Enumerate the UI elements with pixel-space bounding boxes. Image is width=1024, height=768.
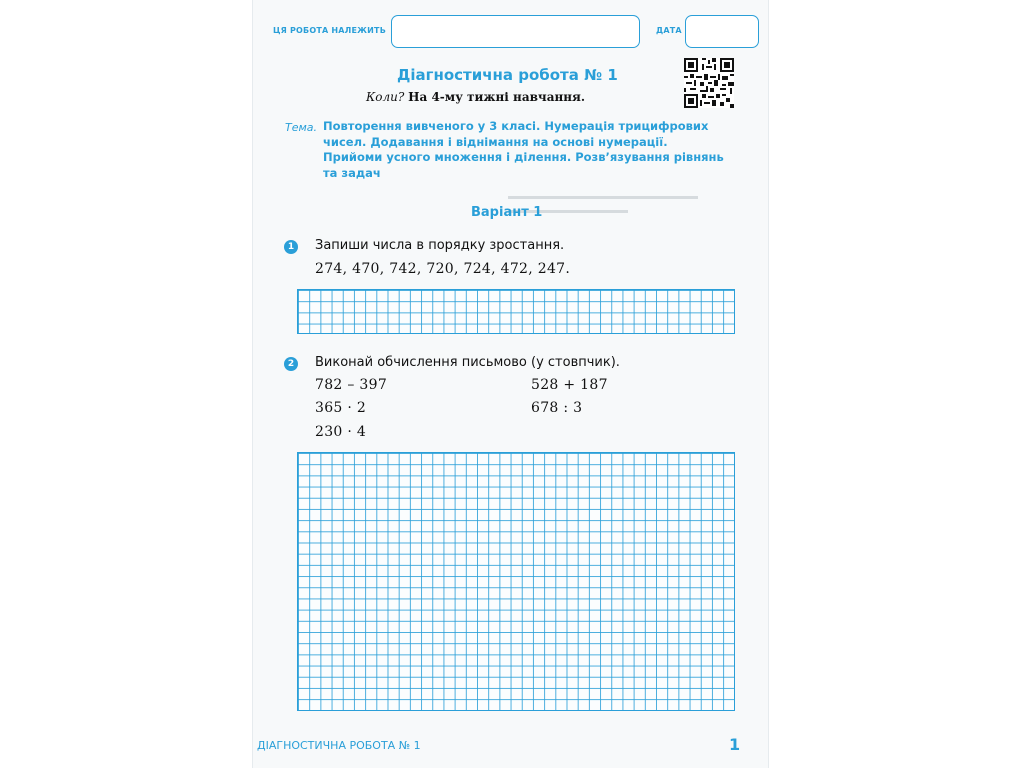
qr-code-icon: [684, 58, 734, 108]
page-title: Діагностична робота № 1: [397, 66, 618, 84]
theme-line: Повторення вивченого у 3 класі. Нумерація трицифрових: [323, 119, 709, 133]
when-label: Коли?: [366, 90, 405, 104]
theme-line: чисел. Додавання і віднімання на основі нумерації.: [323, 134, 668, 149]
task-1-text: Запиши числа в порядку зростання.: [315, 238, 565, 253]
expression: 678 : 3: [531, 400, 583, 416]
task-1-numbers: 274, 470, 742, 720, 724, 472, 247.: [315, 261, 571, 277]
answer-grid-task-2[interactable]: [297, 452, 735, 711]
theme-text: [323, 119, 753, 181]
when-text: На 4-му тижні навчання.: [408, 90, 586, 104]
task-2-text: Виконай обчислення письмово (у стовпчик).: [315, 355, 620, 370]
page-number: 1: [729, 735, 741, 754]
expression: 782 – 397: [315, 377, 388, 393]
task-number-badge: 2: [284, 357, 298, 371]
variant-heading: Варіант 1: [471, 205, 543, 220]
date-label: ДАТА: [656, 26, 682, 35]
answer-grid-task-1[interactable]: [297, 289, 735, 334]
date-field[interactable]: [685, 15, 759, 48]
theme-line: та задач: [323, 165, 381, 180]
footer-label: ДІАГНОСТИЧНА РОБОТА № 1: [257, 739, 421, 752]
task-number-badge: 1: [284, 240, 298, 254]
expression: 365 · 2: [315, 400, 367, 416]
theme-label: Тема.: [285, 121, 318, 134]
owner-label: ЦЯ РОБОТА НАЛЕЖИТЬ: [273, 26, 387, 35]
owner-name-field[interactable]: [391, 15, 640, 48]
expression: 230 · 4: [315, 424, 367, 440]
theme-line: Прийоми усного множення і ділення. Розв’язування рівнянь: [323, 150, 724, 164]
expression: 528 + 187: [531, 377, 608, 393]
worksheet-page: [252, 0, 769, 768]
when-line: [366, 90, 585, 104]
